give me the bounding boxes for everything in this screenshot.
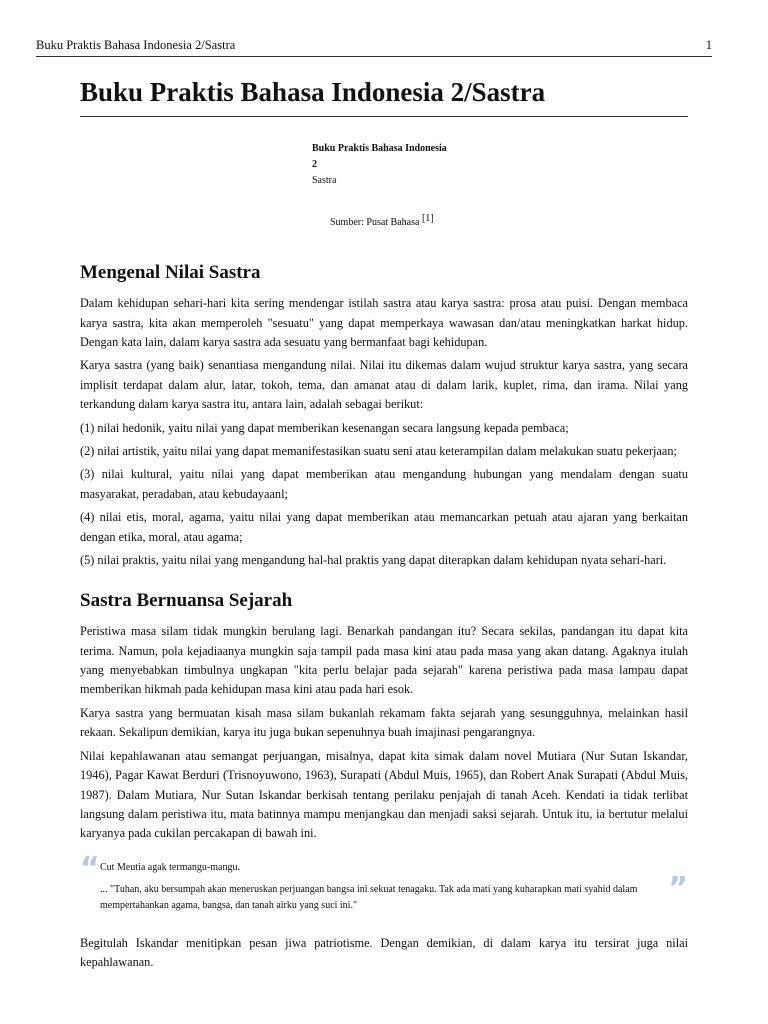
section-heading-sastra-sejarah: Sastra Bernuansa Sejarah	[80, 590, 293, 612]
paragraph: Karya sastra (yang baik) senantiasa mengandung nilai. Nilai itu dikemas dalam wujud struktur karya sastra, yang secara implisit terdapat dalam alur, latar, tokoh, tema, dan amanat atau di dalam larik, kuplet, rima, dan irama. Nilai yang terkandung dalam karya sastra itu, antara lain, adalah sebagai berikut:	[80, 358, 688, 412]
page-content	[80, 76, 688, 973]
paragraph: Dalam kehidupan sehari-hari kita sering mendengar istilah sastra atau karya sastra: prosa atau puisi. Dengan membaca karya sastra, kita akan memperoleh "sesuatu" yang dapat memperkaya wawasan dan/atau meningkatkan harkat hidup. Dengan kata lain, dalam karya sastra ada sesuatu yang bermanfaat bagi kehidupan.	[80, 296, 688, 349]
running-header-title: Buku Praktis Bahasa Indonesia 2/Sastra	[36, 38, 236, 52]
list-item: (3) nilai kultural, yaitu nilai yang dapat memberikan atau mengandung hubungan yang mendalam dengan suatu masyarakat, peradaban, atau kebudayaanl;	[80, 467, 688, 501]
close-quote-icon: ”	[668, 870, 688, 906]
open-quote-icon: “	[80, 850, 100, 886]
block-quote	[80, 850, 688, 914]
quote-line: ... "Tuhan, aku bersumpah akan meneruskan perjuangan bangsa ini sekuat tenagaku. Tak ada mati yang kuharapkan mati syahid dalam mempertahankan agama, bangsa, dan tanah airku yang suci ini."	[100, 883, 638, 911]
source-ref-link[interactable]: [1]	[421, 213, 434, 225]
source-text: Sumber: Pusat Bahasa	[330, 217, 420, 229]
list-item: (1) nilai hedonik, yaitu nilai yang dapat memberikan kesenangan secara langsung kepada pembaca;	[80, 420, 569, 435]
paragraph: Karya sastra yang bermuatan kisah masa silam bukanlah rekamam fakta sejarah yang sesungguhnya, melainkan hasil rekaan. Sekalipun demikian, karya itu juga bukan sepenuhnya buah imajinasi pengarangnya.	[80, 705, 688, 740]
list-item: (5) nilai praktis, yaitu nilai yang mengandung hal-hal praktis yang dapat diterapkan dalam kehidupan nyata sehari-hari.	[80, 553, 667, 568]
paragraph: Peristiwa masa silam tidak mungkin berulang lagi. Benarkah pandangan itu? Secara sekilas, pandangan itu dapat kita terima. Namun, pola kejadiaanya mungkin saja tampil pada masa kini atau pada masa yang akan datang. Agaknya itulah yang menyebabkan timbulnya ungkapan "kita perlu belajar pada sejarah" karena peristiwa pada masa lampau dapat memberikan hikmah pada kehidupan masa kini atau pada hari esok.	[80, 624, 688, 697]
paragraph: Begitulah Iskandar menitipkan pesan jiwa patriotisme. Dengan demikian, di dalam karya itu tersirat juga nilai kepahlawanan.	[80, 935, 688, 970]
paragraph: Nilai kepahlawanan atau semangat perjuangan, misalnya, dapat kita simak dalam novel Mutiara (Nur Sutan Iskandar, 1946), Pagar Kawat Berduri (Trisnoyuwono, 1963), Surapati (Abdul Muis, 1965), dan Robert Anak Surapati (Abdul Muis, 1987). Dalam Mutiara, Nur Sutan Iskandar berkisah tentang perilaku penjajah di tanah Aceh. Kendati ia tidak terlibat langsung dalam peristiwa itu, mata batinnya mampu menjangkau dan menjadi saksi sejarah. Untuk itu, ia bertutur melalui karyanya pada cukilan percakapan di bawah ini.	[80, 748, 688, 841]
running-header	[36, 38, 712, 57]
section-heading-nilai-sastra: Mengenal Nilai Sastra	[80, 262, 261, 284]
source-caption	[330, 213, 688, 228]
list-item: (4) nilai etis, moral, agama, yaitu nilai yang dapat memberikan atau memancarkan petuah atau ajaran yang berkaitan dengan etika, moral, atau agama;	[80, 510, 688, 544]
page-number: 1	[705, 38, 712, 52]
infobox	[312, 141, 688, 189]
infobox-title: Buku Praktis Bahasa Indonesia	[312, 143, 447, 155]
quote-line: Cut Meutia agak termangu-mangu.	[100, 861, 240, 873]
list-item: (2) nilai artistik, yaitu nilai yang dapat memanifestasikan suatu seni atau keterampilan dalam melakukan suatu pekerjaan;	[80, 444, 677, 459]
page-title: Buku Praktis Bahasa Indonesia 2/Sastra	[80, 76, 688, 117]
infobox-subject: Sastra	[312, 175, 337, 187]
infobox-volume: 2	[312, 159, 317, 171]
